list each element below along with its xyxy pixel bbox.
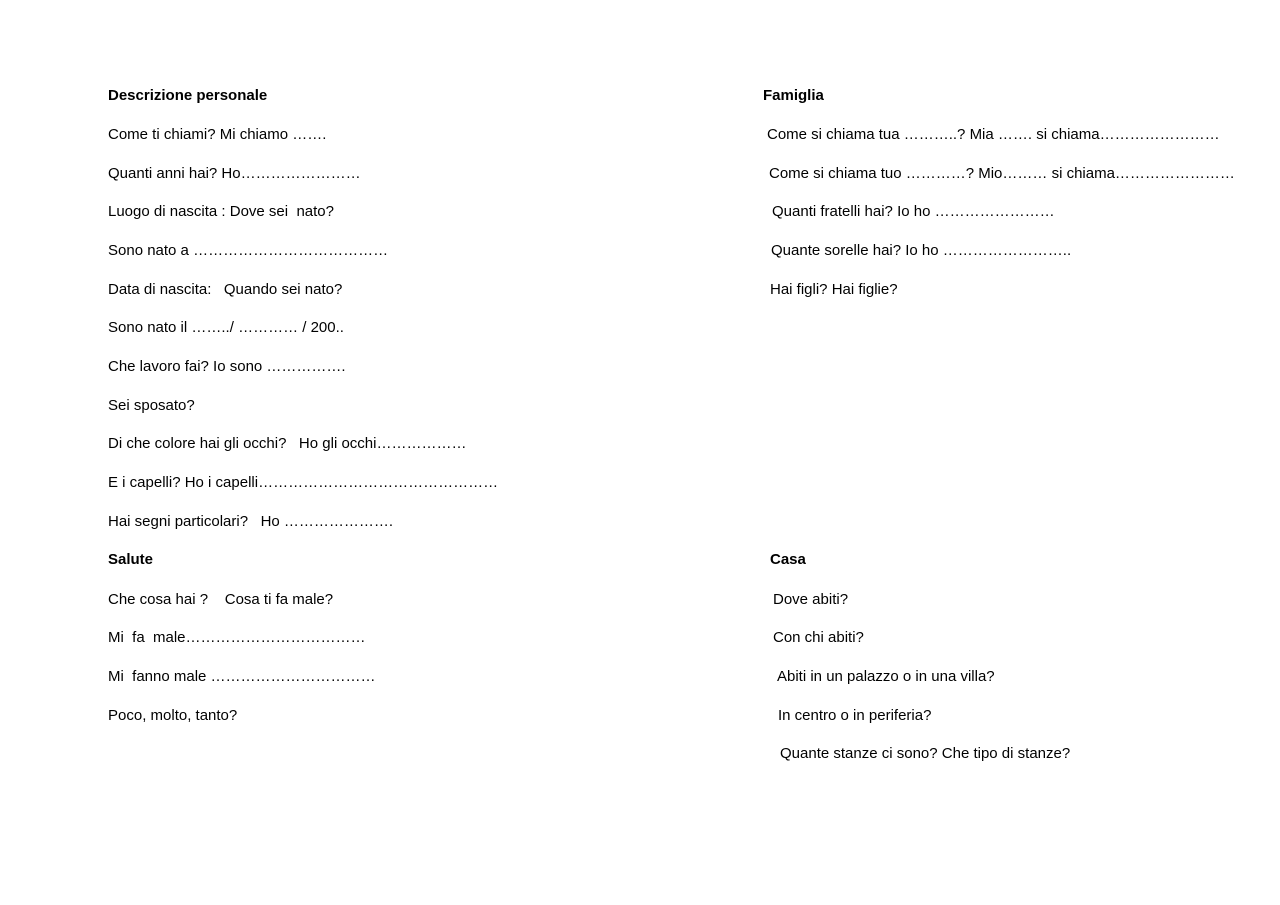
family-line: Quante sorelle hai? Io ho …………………….. xyxy=(771,242,1072,259)
house-line: In centro o in periferia? xyxy=(778,707,932,724)
health-line: Che cosa hai ? Cosa ti fa male? xyxy=(108,591,334,608)
health-line: Mi fa male……………………………… xyxy=(108,629,366,646)
health-heading: Salute xyxy=(108,551,154,568)
personal-line: Sono nato il ……../ ………… / 200.. xyxy=(108,319,344,336)
family-line: Quanti fratelli hai? Io ho …………………… xyxy=(772,203,1055,220)
personal-line: Di che colore hai gli occhi? Ho gli occhi……………… xyxy=(108,435,467,452)
family-line: Come si chiama tuo …………? Mio……… si chiama…………………… xyxy=(769,165,1235,182)
personal-line: E i capelli? Ho i capelli………………………………………… xyxy=(108,474,499,491)
personal-line: Data di nascita: Quando sei nato? xyxy=(108,281,343,298)
house-line: Con chi abiti? xyxy=(773,629,864,646)
house-line: Quante stanze ci sono? Che tipo di stanze? xyxy=(780,745,1071,762)
house-line: Abiti in un palazzo o in una villa? xyxy=(777,668,995,685)
personal-heading: Descrizione personale xyxy=(108,87,268,104)
family-line: Hai figli? Hai figlie? xyxy=(770,281,898,298)
health-line: Poco, molto, tanto? xyxy=(108,707,238,724)
family-line: Come si chiama tua ………..? Mia ……. si chiama…………………… xyxy=(767,126,1220,143)
personal-line: Come ti chiami? Mi chiamo ……. xyxy=(108,126,327,143)
personal-line: Hai segni particolari? Ho …………………. xyxy=(108,513,394,530)
house-heading: Casa xyxy=(770,551,806,568)
personal-line: Che lavoro fai? Io sono ……………. xyxy=(108,358,346,375)
personal-line: Sono nato a ………………………………… xyxy=(108,242,389,259)
family-heading: Famiglia xyxy=(763,87,824,104)
personal-line: Quanti anni hai? Ho…………………… xyxy=(108,165,361,182)
personal-line: Luogo di nascita : Dove sei nato? xyxy=(108,203,334,220)
personal-line: Sei sposato? xyxy=(108,397,195,414)
house-line: Dove abiti? xyxy=(773,591,849,608)
health-line: Mi fanno male …………………………… xyxy=(108,668,376,685)
